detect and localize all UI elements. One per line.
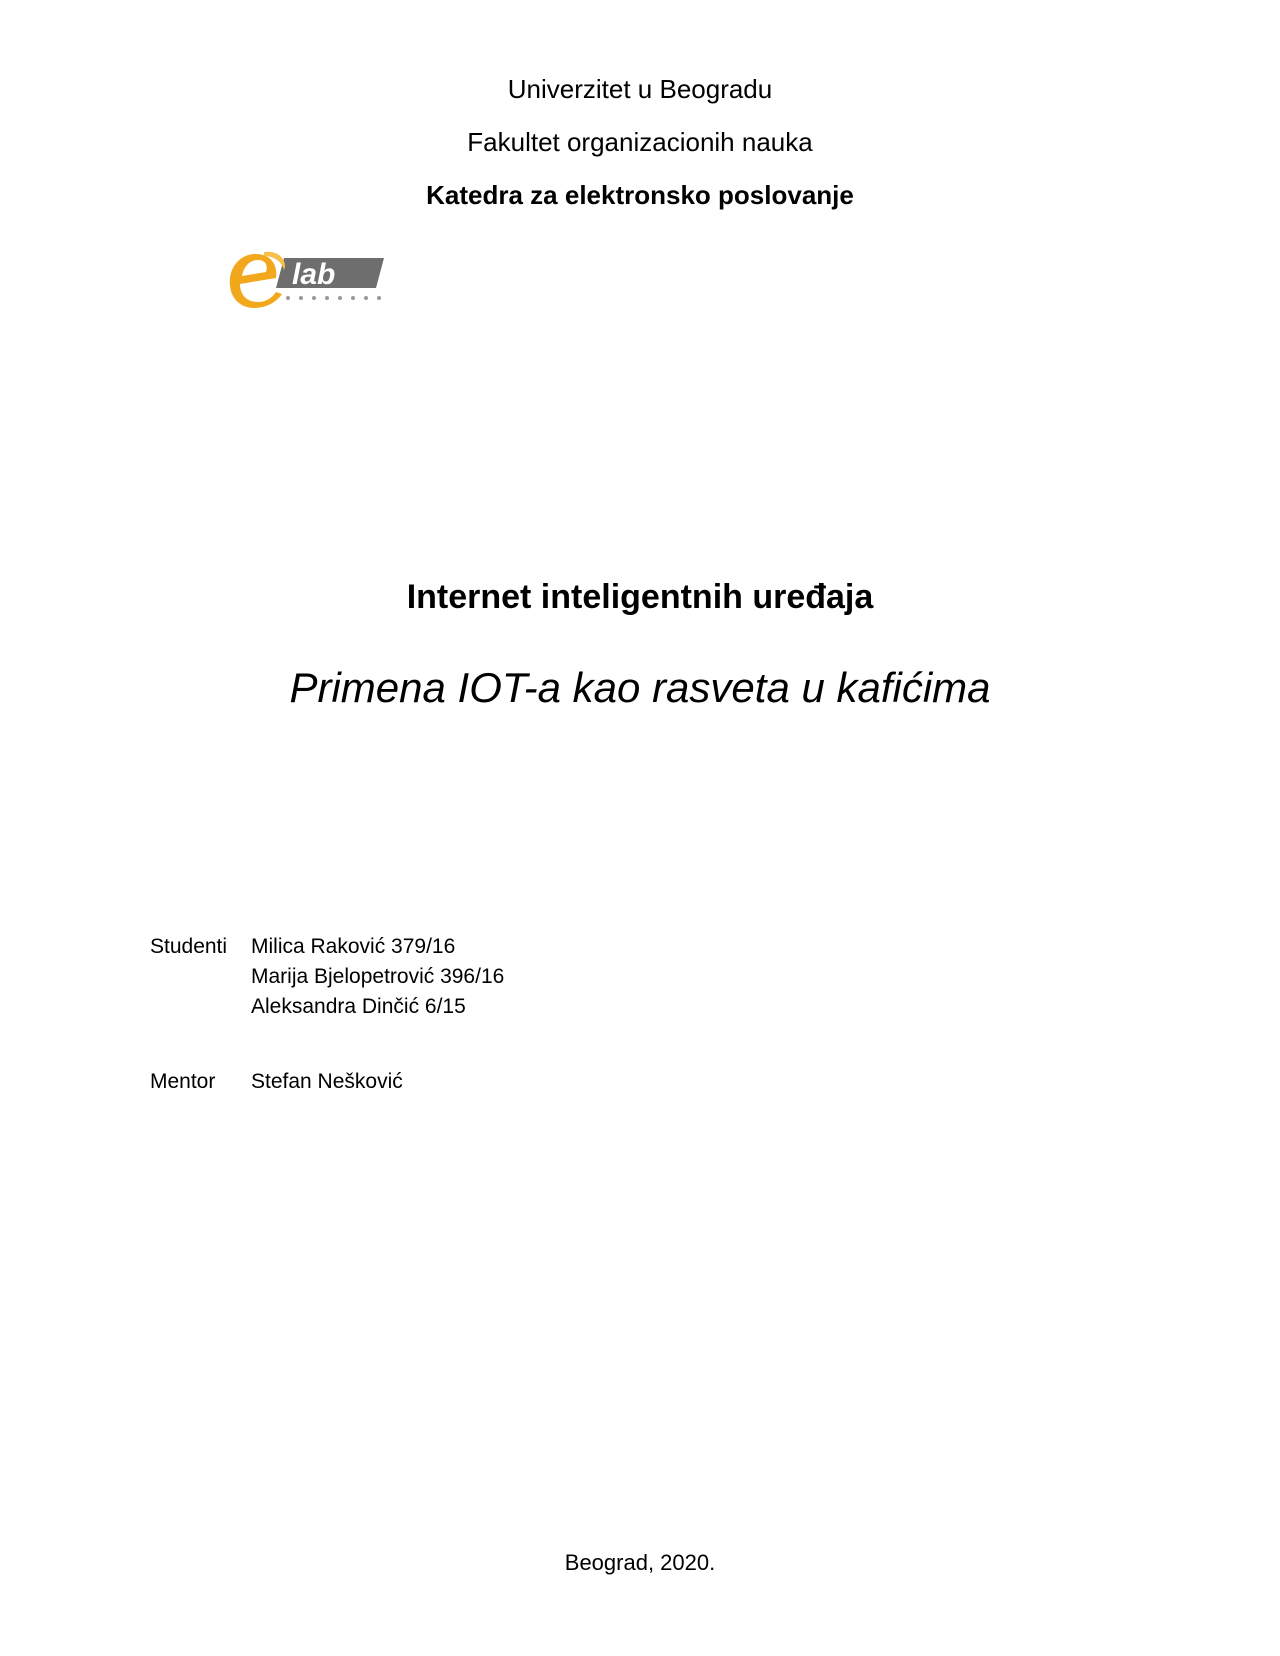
svg-text:lab: lab [292, 258, 336, 291]
mentor-value [251, 1067, 403, 1097]
mentor-name: Stefan Nešković [251, 1070, 403, 1093]
student-name: Marija Bjelopetrović 396/16 [251, 965, 505, 988]
students-section [150, 932, 650, 1024]
students-label: Studenti [150, 935, 228, 958]
mentor-section [150, 1067, 650, 1099]
students-list [251, 932, 504, 1022]
student-name: Milica Raković 379/16 [251, 935, 456, 958]
project-title: Primena IOT-a kao rasveta u kafićima [289, 664, 991, 711]
university-name: Univerzitet u Beogradu [507, 74, 773, 104]
mentor-label: Mentor [150, 1070, 216, 1093]
faculty-name: Fakultet organizacionih nauka [467, 127, 813, 157]
city-year: Beograd, 2020. [564, 1550, 716, 1575]
course-title: Internet inteligentnih uređaja [406, 578, 874, 616]
department-name: Katedra za elektronsko poslovanje [426, 180, 854, 210]
student-name: Aleksandra Dinčić 6/15 [251, 995, 466, 1018]
elab-logo-icon [226, 248, 396, 318]
